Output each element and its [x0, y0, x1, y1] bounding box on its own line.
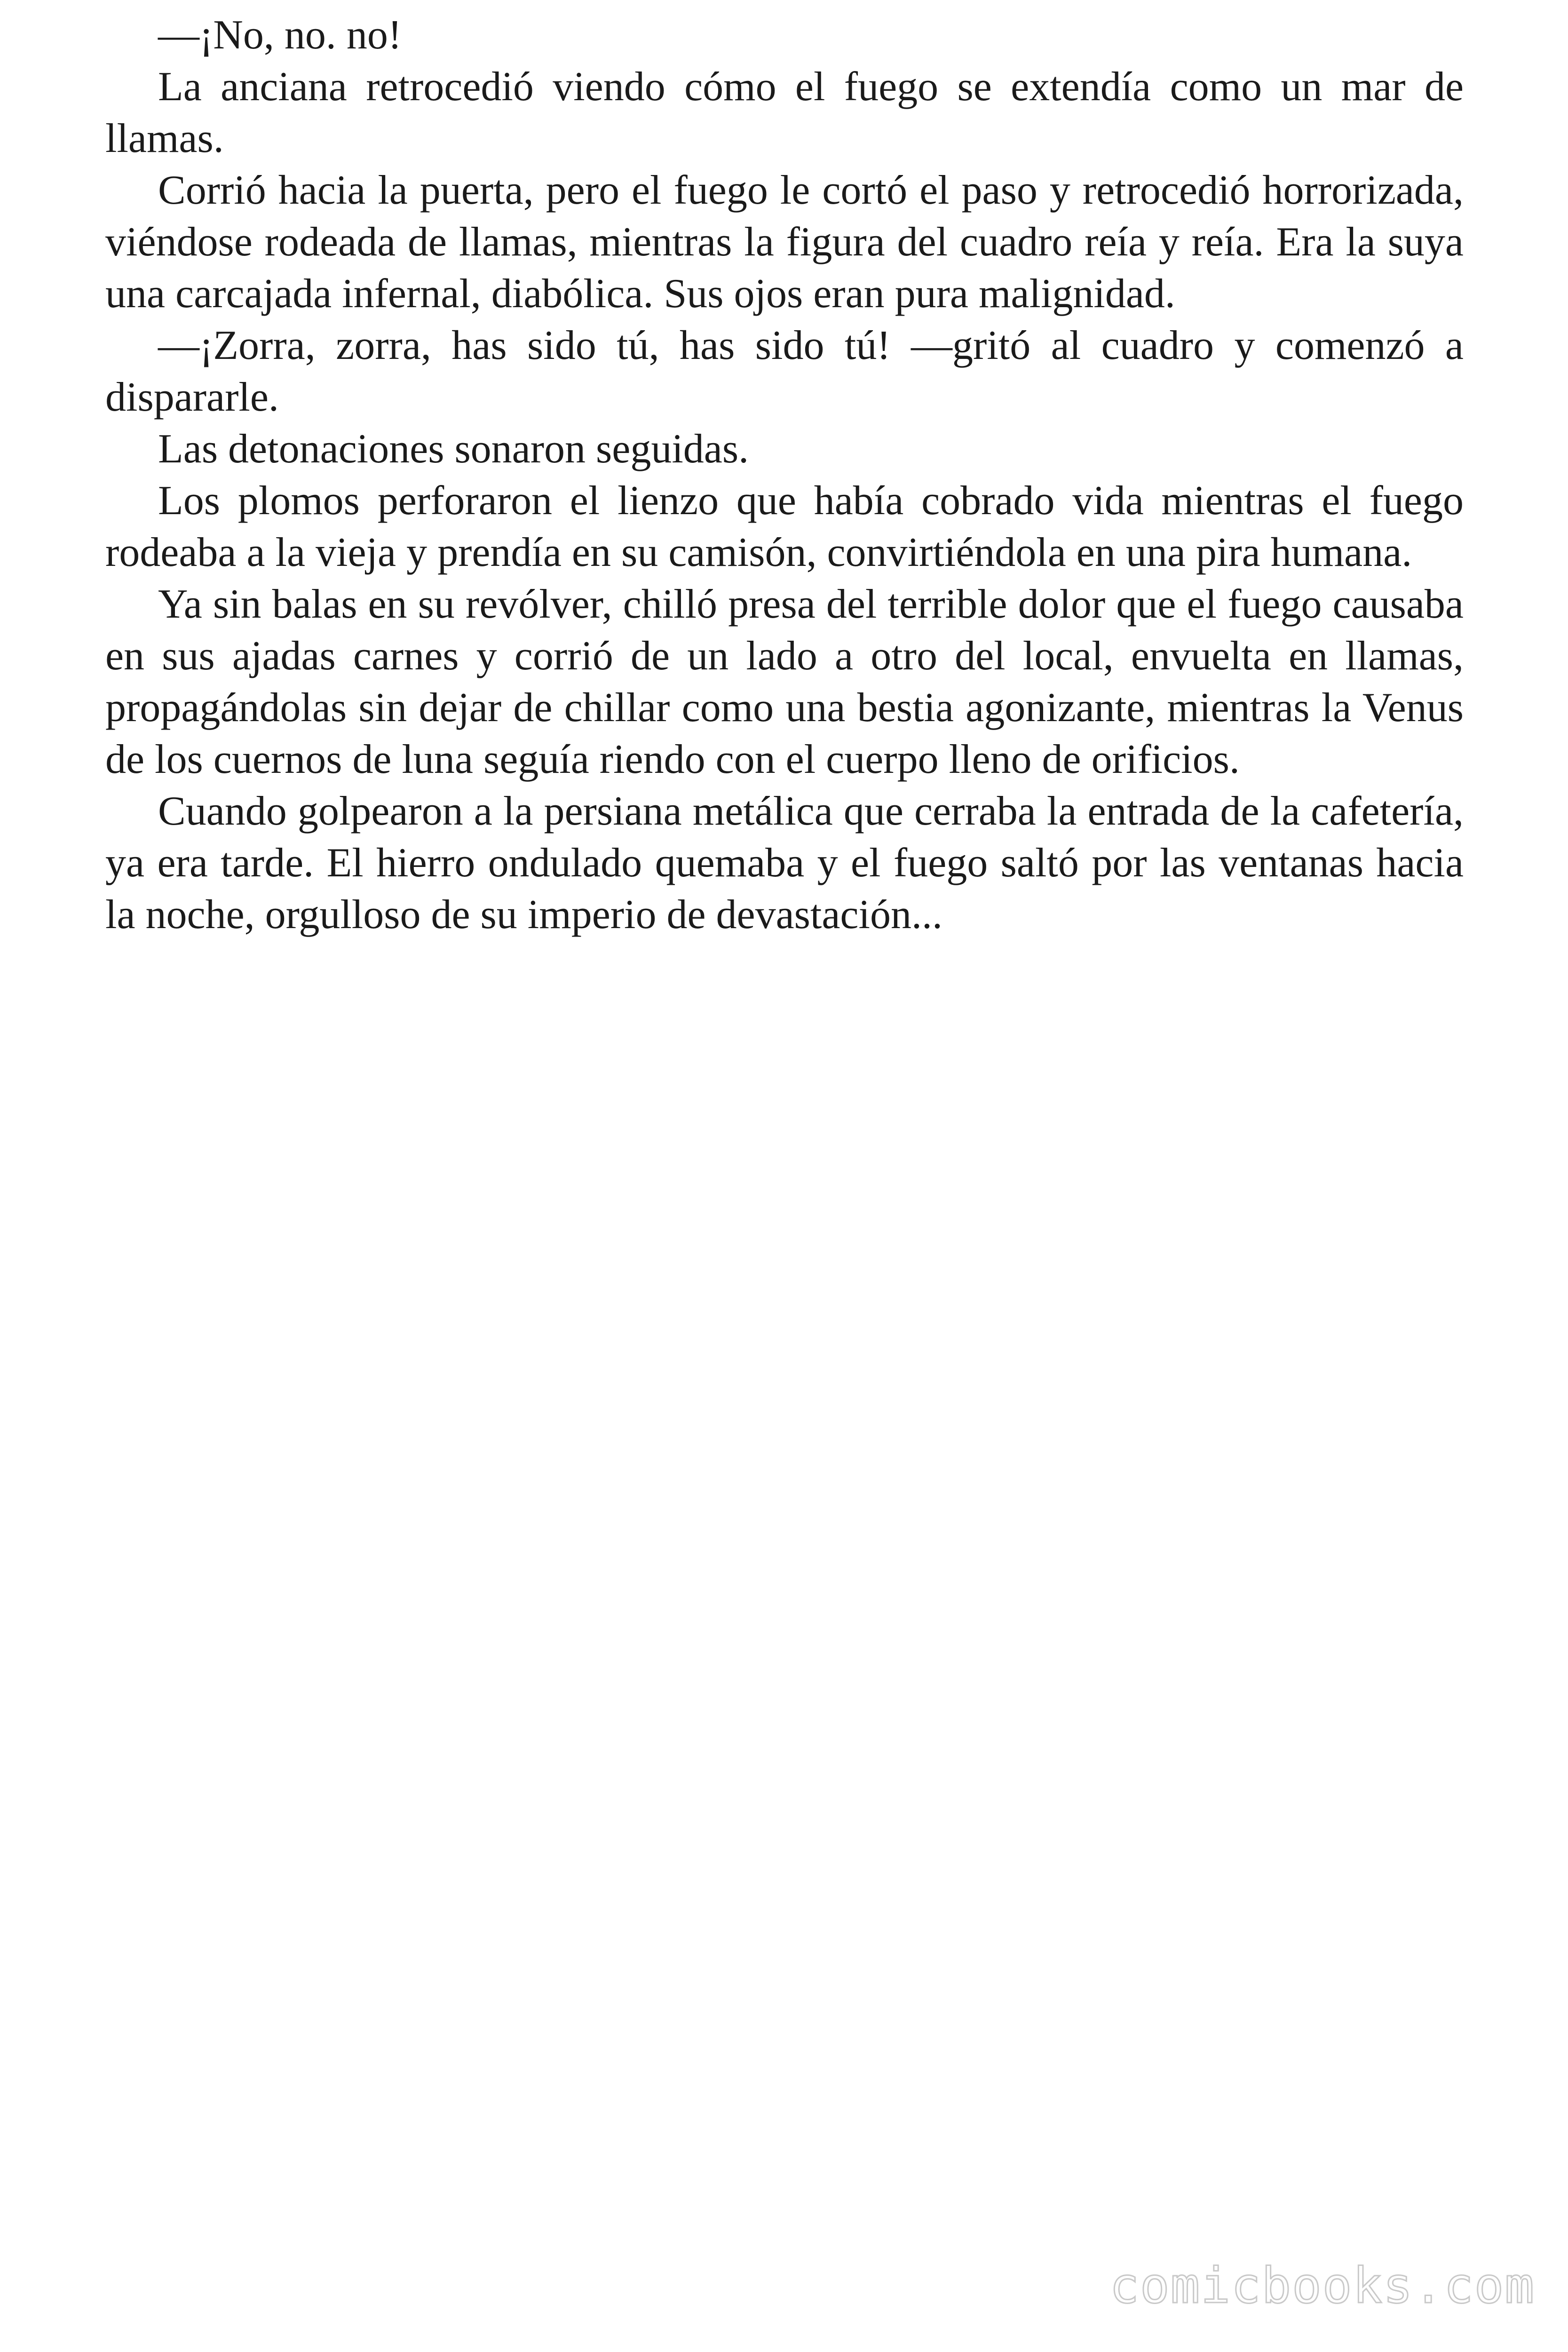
paragraph-5: Las detonaciones sonaron seguidas. — [158, 426, 749, 472]
page-text — [105, 9, 1464, 941]
paragraph-1: —¡No, no. no! — [158, 12, 402, 58]
paragraph-7: Ya sin balas en su revólver, chilló presa del terrible dolor que el fuego causaba en sus ajadas carnes y corrió de un lado a otro del local, envuelta en llamas, propagándolas sin dejar de chillar como una bestia agonizante, mientras la Venus de los cuernos de luna seguía riendo con el cuerpo lleno de orificios. — [105, 581, 1464, 782]
paragraph-4: —¡Zorra, zorra, has sido tú, has sido tú! —gritó al cuadro y comenzó a dispararle. — [105, 323, 1464, 420]
watermark: comicbooks.com — [1109, 2257, 1535, 2314]
paragraph-6: Los plomos perforaron el lienzo que había cobrado vida mientras el fuego rodeaba a la vieja y prendía en su camisón, convirtiéndola en una pira humana. — [105, 478, 1464, 575]
paragraph-2: La anciana retrocedió viendo cómo el fuego se extendía como un mar de llamas. — [105, 64, 1464, 161]
paragraph-8: Cuando golpearon a la persiana metálica que cerraba la entrada de la cafetería, ya era tarde. El hierro ondulado quemaba y el fuego saltó por las ventanas hacia la noche, orgulloso de su imperio de devastación... — [105, 788, 1464, 938]
paragraph-3: Corrió hacia la puerta, pero el fuego le cortó el paso y retrocedió horrorizada, viéndose rodeada de llamas, mientras la figura del cuadro reía y reía. Era la suya una carcajada infernal, diabólica. Sus ojos eran pura malignidad. — [105, 167, 1464, 317]
